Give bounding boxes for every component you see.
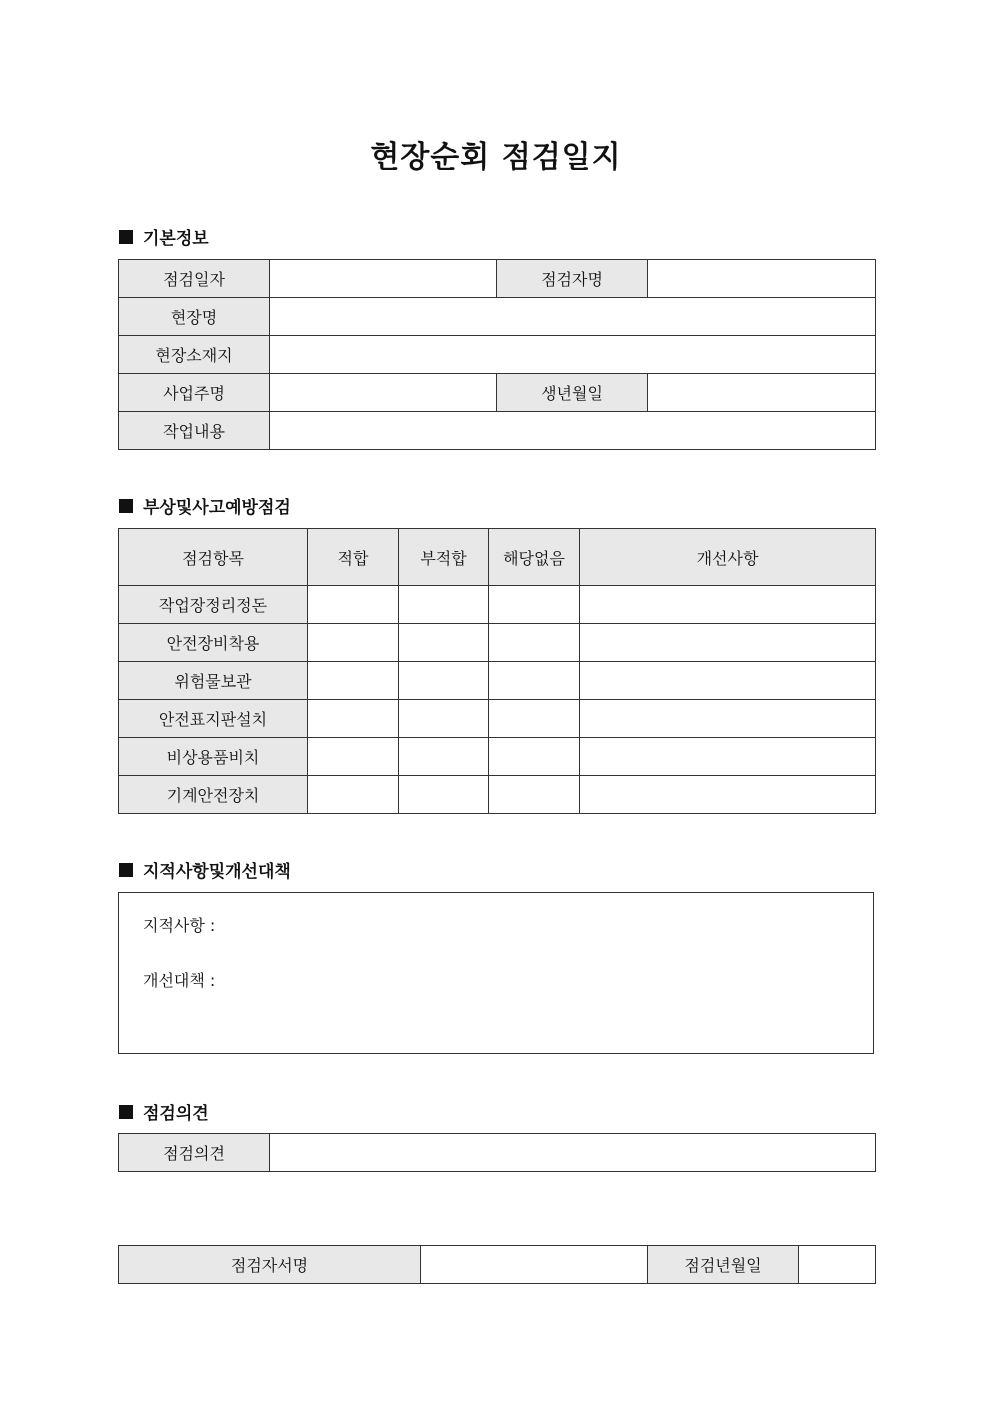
opinion-field[interactable] <box>270 1134 876 1172</box>
checklist-table <box>118 528 876 814</box>
signature-table <box>118 1245 876 1284</box>
sign-date-field[interactable] <box>799 1246 876 1284</box>
header-improve: 개선사항 <box>580 529 876 586</box>
square-bullet-icon <box>119 1105 133 1119</box>
na-cell[interactable] <box>489 738 580 776</box>
opinion-label: 점검의견 <box>119 1134 270 1172</box>
pass-cell[interactable] <box>308 700 399 738</box>
item-label: 안전표지판설치 <box>119 700 308 738</box>
table-row <box>119 586 876 624</box>
location-label: 현장소재지 <box>119 336 270 374</box>
table-row <box>119 700 876 738</box>
fail-cell[interactable] <box>399 776 489 814</box>
fail-cell[interactable] <box>399 662 489 700</box>
section-title: 지적사항및개선대책 <box>143 862 291 882</box>
header-na: 해당없음 <box>489 529 580 586</box>
basic-info-table <box>118 259 876 450</box>
findings-box[interactable] <box>118 892 874 1054</box>
na-cell[interactable] <box>489 662 580 700</box>
improve-cell[interactable] <box>580 738 876 776</box>
pass-cell[interactable] <box>308 624 399 662</box>
section-heading-check <box>119 493 291 518</box>
birth-field[interactable] <box>648 374 876 412</box>
issues-label: 지적사항 : <box>143 916 216 935</box>
sign-date-label: 점검년월일 <box>648 1246 799 1284</box>
fail-cell[interactable] <box>399 586 489 624</box>
table-row <box>119 662 876 700</box>
work-label: 작업내용 <box>119 412 270 450</box>
improve-cell[interactable] <box>580 662 876 700</box>
na-cell[interactable] <box>489 586 580 624</box>
pass-cell[interactable] <box>308 586 399 624</box>
item-label: 위험물보관 <box>119 662 308 700</box>
na-cell[interactable] <box>489 700 580 738</box>
site-field[interactable] <box>270 298 876 336</box>
improve-cell[interactable] <box>580 586 876 624</box>
square-bullet-icon <box>119 863 133 877</box>
pass-cell[interactable] <box>308 738 399 776</box>
location-field[interactable] <box>270 336 876 374</box>
pass-cell[interactable] <box>308 662 399 700</box>
item-label: 기계안전장치 <box>119 776 308 814</box>
section-title: 기본정보 <box>143 229 209 249</box>
date-label: 점검일자 <box>119 260 270 298</box>
item-label: 비상용품비치 <box>119 738 308 776</box>
birth-label: 생년월일 <box>497 374 648 412</box>
page-title: 현장순회 점검일지 <box>370 140 622 175</box>
fail-cell[interactable] <box>399 700 489 738</box>
work-field[interactable] <box>270 412 876 450</box>
improve-label: 개선대책 : <box>143 971 216 990</box>
signer-field[interactable] <box>421 1246 648 1284</box>
owner-label: 사업주명 <box>119 374 270 412</box>
item-label: 작업장정리정돈 <box>119 586 308 624</box>
opinion-table <box>118 1133 876 1172</box>
square-bullet-icon <box>119 499 133 513</box>
table-row <box>119 624 876 662</box>
section-heading-opinion <box>119 1099 209 1124</box>
improve-cell[interactable] <box>580 700 876 738</box>
improve-cell[interactable] <box>580 624 876 662</box>
section-heading-findings <box>119 857 291 882</box>
header-pass: 적합 <box>308 529 399 586</box>
na-cell[interactable] <box>489 776 580 814</box>
section-heading-basic <box>119 224 209 249</box>
owner-field[interactable] <box>270 374 497 412</box>
header-item: 점검항목 <box>119 529 308 586</box>
section-title: 점검의견 <box>143 1104 209 1124</box>
fail-cell[interactable] <box>399 624 489 662</box>
inspector-label: 점검자명 <box>497 260 648 298</box>
site-label: 현장명 <box>119 298 270 336</box>
date-field[interactable] <box>270 260 497 298</box>
item-label: 안전장비착용 <box>119 624 308 662</box>
table-row <box>119 776 876 814</box>
inspector-field[interactable] <box>648 260 876 298</box>
signer-label: 점검자서명 <box>119 1246 421 1284</box>
section-title: 부상및사고예방점검 <box>143 498 291 518</box>
improve-cell[interactable] <box>580 776 876 814</box>
table-row <box>119 738 876 776</box>
na-cell[interactable] <box>489 624 580 662</box>
header-fail: 부적합 <box>399 529 489 586</box>
pass-cell[interactable] <box>308 776 399 814</box>
square-bullet-icon <box>119 230 133 244</box>
fail-cell[interactable] <box>399 738 489 776</box>
